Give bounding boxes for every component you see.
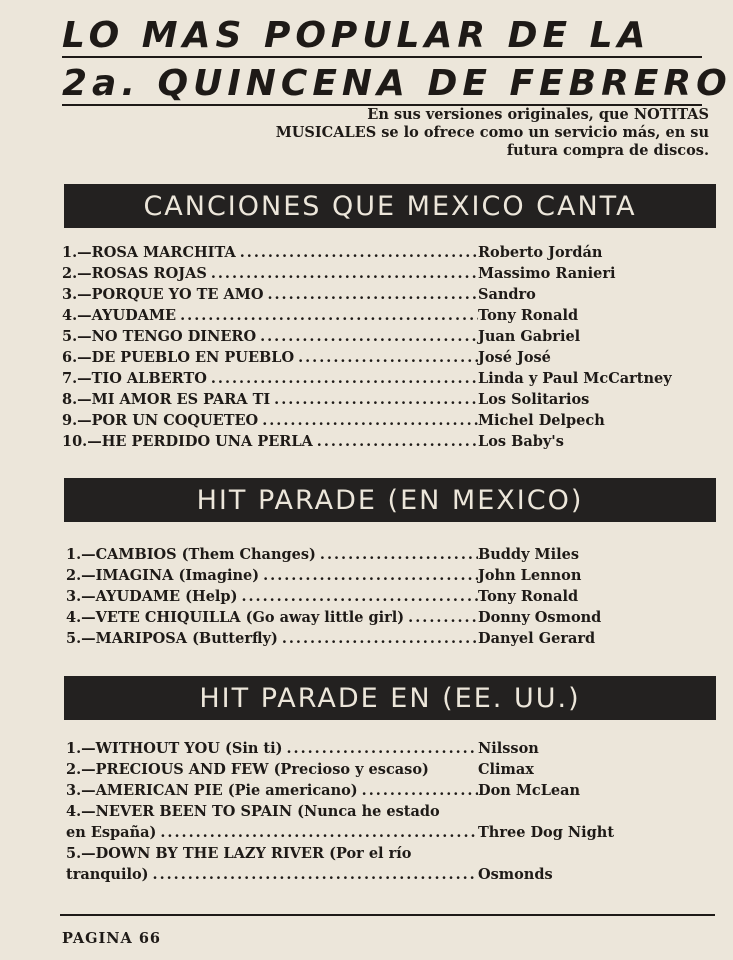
list-item: [66, 740, 726, 761]
intro-text: En sus versiones originales, que NOTITAS MUSICALES se lo ofrece como un servicio más, en su futura compra de discos.: [275, 106, 709, 159]
artist-name: Juan Gabriel: [478, 328, 581, 345]
song-title: 3.—PORQUE YO TE AMO .....: [62, 286, 478, 303]
chart-list-hit-parade-usa: [66, 740, 726, 887]
song-title: 4.—VETE CHIQUILLA (Go away little girl) .....: [66, 609, 478, 626]
artist-name: Nilsson: [478, 740, 539, 757]
list-item: [62, 244, 722, 265]
artist-name: Don McLean: [478, 782, 581, 799]
artist-name: Osmonds: [478, 866, 553, 883]
song-title: 1.—WITHOUT YOU (Sin ti) .....: [66, 740, 478, 757]
song-title: 1.—ROSA MARCHITA .....: [62, 244, 478, 261]
song-title: 5.—DOWN BY THE LAZY RIVER (Por el río tranquilo) .....: [66, 845, 478, 887]
artist-name: Los Baby's: [478, 433, 564, 450]
song-title: 8.—MI AMOR ES PARA TI .....: [62, 391, 478, 408]
list-item: [62, 265, 722, 286]
list-item: [66, 761, 726, 782]
artist-name: Tony Ronald: [478, 307, 579, 324]
list-item: [66, 567, 726, 588]
artist-name: Roberto Jordán: [478, 244, 603, 261]
list-item: [62, 391, 722, 412]
list-item: [66, 588, 726, 609]
list-item: [66, 609, 726, 630]
song-title: 5.—MARIPOSA (Butterfly) .....: [66, 630, 478, 647]
list-item: [66, 546, 726, 567]
song-title: 10.—HE PERDIDO UNA PERLA .....: [62, 433, 478, 450]
section-heading-hit-parade-mexico: HIT PARADE (EN MEXICO): [64, 478, 716, 522]
list-item: [62, 328, 722, 349]
artist-name: Donny Osmond: [478, 609, 602, 626]
page-number: PAGINA 66: [62, 930, 161, 947]
artist-name: Three Dog Night: [478, 824, 615, 841]
song-title: 3.—AMERICAN PIE (Pie americano) .....: [66, 782, 478, 799]
artist-name: Michel Delpech: [478, 412, 605, 429]
chart-list-mexico-canta: [62, 244, 722, 454]
song-title: 2.—PRECIOUS AND FEW (Precioso y escaso): [66, 761, 429, 778]
list-item: [62, 286, 722, 307]
artist-name: Buddy Miles: [478, 546, 580, 563]
list-item: [62, 349, 722, 370]
list-item: [66, 803, 726, 845]
section-heading-mexico-canta: CANCIONES QUE MEXICO CANTA: [64, 184, 716, 228]
song-title: 6.—DE PUEBLO EN PUEBLO .....: [62, 349, 478, 366]
footer-rule: [60, 914, 715, 916]
artist-name: Tony Ronald: [478, 588, 579, 605]
page-title-line-2: 2a. QUINCENA DE FEBRERO: [62, 63, 732, 104]
artist-name: Los Solitarios: [478, 391, 590, 408]
list-item: [62, 307, 722, 328]
song-title: 4.—AYUDAME .....: [62, 307, 478, 324]
artist-name: Climax: [478, 761, 534, 778]
list-item: [62, 370, 722, 391]
section-heading-hit-parade-usa: HIT PARADE EN (EE. UU.): [64, 676, 716, 720]
song-title: 3.—AYUDAME (Help) .....: [66, 588, 478, 605]
chart-list-hit-parade-mexico: [66, 546, 726, 651]
song-title: 4.—NEVER BEEN TO SPAIN (Nunca he estado en España) .....: [66, 803, 478, 845]
artist-name: Sandro: [478, 286, 536, 303]
song-title: 1.—CAMBIOS (Them Changes) .....: [66, 546, 478, 563]
list-item: [66, 845, 726, 887]
list-item: [62, 433, 722, 454]
artist-name: Danyel Gerard: [478, 630, 596, 647]
artist-name: José José: [478, 349, 551, 366]
artist-name: Massimo Ranieri: [478, 265, 616, 282]
artist-name: Linda y Paul McCartney: [478, 370, 672, 387]
list-item: [62, 412, 722, 433]
song-title: 9.—POR UN COQUETEO .....: [62, 412, 478, 429]
song-title: 7.—TIO ALBERTO .....: [62, 370, 478, 387]
page-title-line-1: LO MAS POPULAR DE LA: [62, 16, 702, 58]
list-item: [66, 782, 726, 803]
song-title: 5.—NO TENGO DINERO .....: [62, 328, 478, 345]
artist-name: John Lennon: [478, 567, 582, 584]
list-item: [66, 630, 726, 651]
song-title: 2.—IMAGINA (Imagine) .....: [66, 567, 478, 584]
song-title: 2.—ROSAS ROJAS .....: [62, 265, 478, 282]
